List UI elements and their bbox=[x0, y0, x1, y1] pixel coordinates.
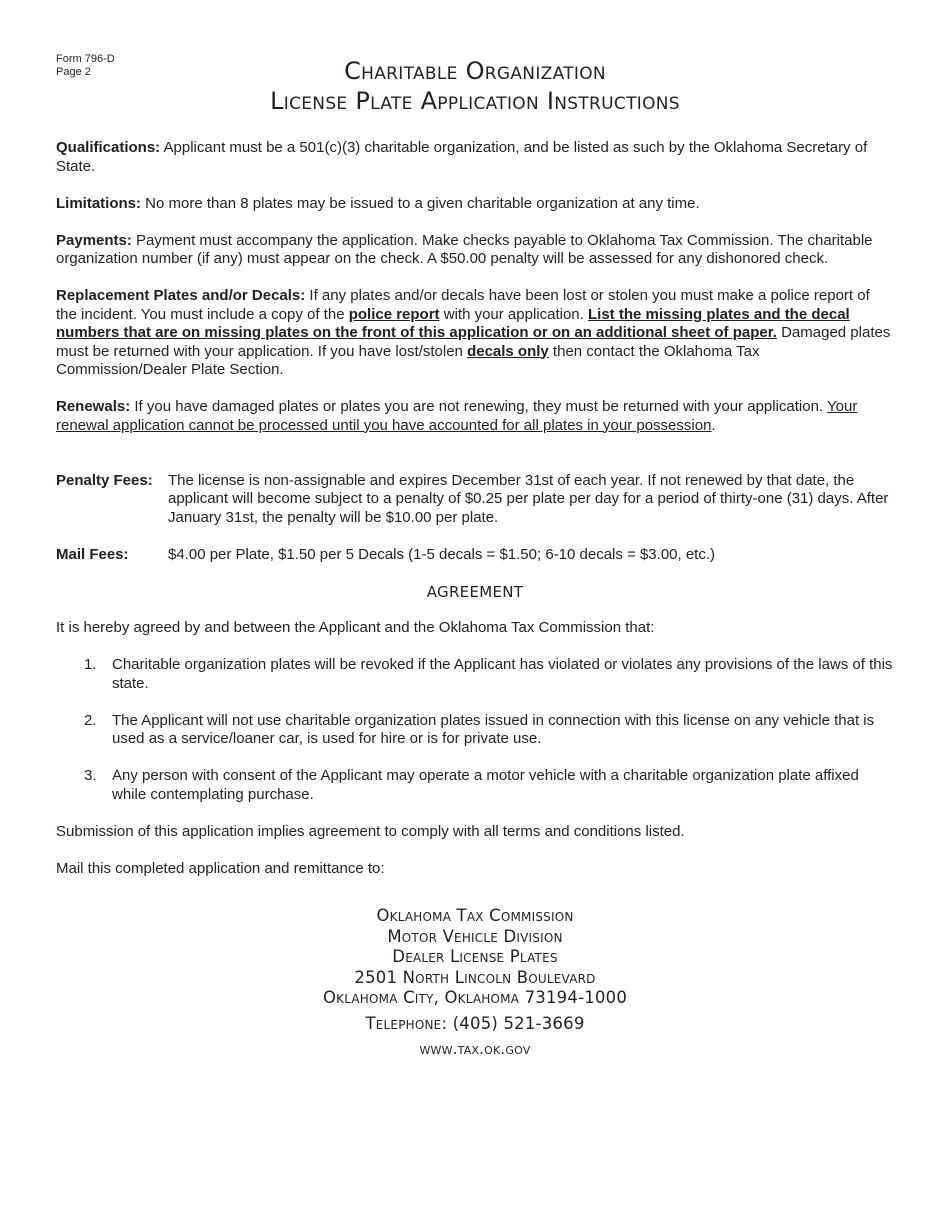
mail-fees-text: $4.00 per Plate, $1.50 per 5 Decals (1-5 decals = $1.50; 6-10 decals = $3.00, etc.) bbox=[168, 545, 716, 563]
replacement-text-1: If any plates and/or decals have been lost or stolen you must make a police report of the incident. You must include a copy of the bbox=[56, 287, 870, 323]
mail-fees-row bbox=[56, 546, 894, 565]
replacement-text-2: with your application. bbox=[439, 305, 588, 323]
payments-paragraph bbox=[56, 232, 894, 269]
form-number: Form 796-D bbox=[56, 53, 115, 65]
renewals-label: Renewals: bbox=[56, 398, 131, 415]
item-text: Charitable organization plates will be revoked if the Applicant has violated or violates any provisions of the laws of this state. bbox=[112, 656, 893, 692]
submission-statement: Submission of this application implies agreement to comply with all terms and conditions listed. bbox=[56, 822, 685, 840]
item-text: The Applicant will not use charitable organization plates issued in connection with this license on any vehicle that is used as a service/loaner car, is used for hire or is for private use. bbox=[112, 711, 875, 747]
page-title bbox=[0, 56, 950, 116]
instructions-body bbox=[56, 139, 894, 897]
penalty-fees-label: Penalty Fees: bbox=[56, 471, 153, 489]
payments-label: Payments: bbox=[56, 231, 132, 249]
title-line-1: Charitable Organization bbox=[344, 57, 606, 85]
qualifications-paragraph bbox=[56, 139, 894, 176]
mail-to-statement: Mail this completed application and remittance to: bbox=[56, 859, 385, 877]
limitations-text: No more than 8 plates may be issued to a given charitable organization at any time. bbox=[141, 194, 700, 212]
renewals-text-1: If you have damaged plates or plates you are not renewing, they must be returned with your application. bbox=[130, 398, 828, 415]
replacement-paragraph bbox=[56, 287, 894, 380]
spacer bbox=[56, 454, 894, 472]
replacement-label: Replacement Plates and/or Decals: bbox=[56, 287, 306, 304]
renewals-underlined: Your renewal application cannot be processed until you have accounted for all plates in your possession bbox=[56, 398, 858, 434]
agreement-heading: AGREEMENT bbox=[426, 582, 524, 601]
list-missing-emphasis: List the missing plates and the decal numbers that are on missing plates on the front of this application or on an additional sheet of paper. bbox=[56, 305, 850, 341]
replacement-text-4: then contact the Oklahoma Tax Commission/Dealer Plate Section. bbox=[56, 342, 760, 378]
list-item bbox=[56, 712, 894, 749]
qualifications-label: Qualifications: bbox=[56, 139, 161, 156]
agreement-list bbox=[56, 656, 894, 804]
police-report-emphasis: police report bbox=[348, 305, 440, 323]
telephone: Telephone: (405) 521-3669 bbox=[365, 1013, 585, 1033]
website-link[interactable]: www.tax.ok.gov bbox=[419, 1040, 531, 1058]
item-number: 3. bbox=[84, 767, 97, 784]
address-line-4: 2501 North Lincoln Boulevard bbox=[354, 967, 596, 987]
page-number: Page 2 bbox=[56, 66, 91, 78]
address-line-3: Dealer License Plates bbox=[392, 947, 558, 966]
replacement-text-3: Damaged plates must be returned with your application. If you have lost/stolen bbox=[56, 324, 891, 360]
address-line-2: Motor Vehicle Division bbox=[387, 926, 563, 946]
agreement-intro: It is hereby agreed by and between the Applicant and the Oklahoma Tax Commission that: bbox=[56, 619, 655, 636]
qualifications-text: Applicant must be a 501(c)(3) charitable organization, and be listed as such by the Oklahoma Secretary of State. bbox=[56, 139, 868, 175]
renewals-text-2: . bbox=[711, 416, 716, 434]
penalty-fees-text: The license is non-assignable and expires December 31st of each year. If not renewed by that date, the applicant will become subject to a penalty of $0.25 per plate per day for a period of thirty-one (31) days. After January 31st, the penalty will be $10.00 per plate. bbox=[168, 471, 889, 526]
item-number: 1. bbox=[84, 656, 97, 673]
decals-only-emphasis: decals only bbox=[467, 342, 549, 360]
item-number: 2. bbox=[84, 711, 97, 729]
address-line-1: Oklahoma Tax Commission bbox=[376, 906, 574, 925]
mail-fees-label: Mail Fees: bbox=[56, 545, 129, 563]
item-text: Any person with consent of the Applicant may operate a motor vehicle with a charitable organization plate affixed while contemplating purchase. bbox=[112, 767, 859, 803]
limitations-label: Limitations: bbox=[56, 194, 141, 212]
title-line-2: License Plate Application Instructions bbox=[270, 87, 680, 115]
penalty-fees-row bbox=[56, 472, 894, 528]
mailing-address bbox=[0, 906, 950, 1060]
list-item bbox=[56, 767, 894, 804]
address-line-5: Oklahoma City, Oklahoma 73194-1000 bbox=[322, 988, 628, 1007]
renewals-paragraph bbox=[56, 398, 894, 435]
limitations-paragraph bbox=[56, 195, 894, 214]
payments-text: Payment must accompany the application. Make checks payable to Oklahoma Tax Commission. The charitable organization number (if any) must appear on the check. A $50.00 penalty will be assessed for any dishonored check. bbox=[56, 231, 873, 267]
list-item bbox=[56, 656, 894, 693]
